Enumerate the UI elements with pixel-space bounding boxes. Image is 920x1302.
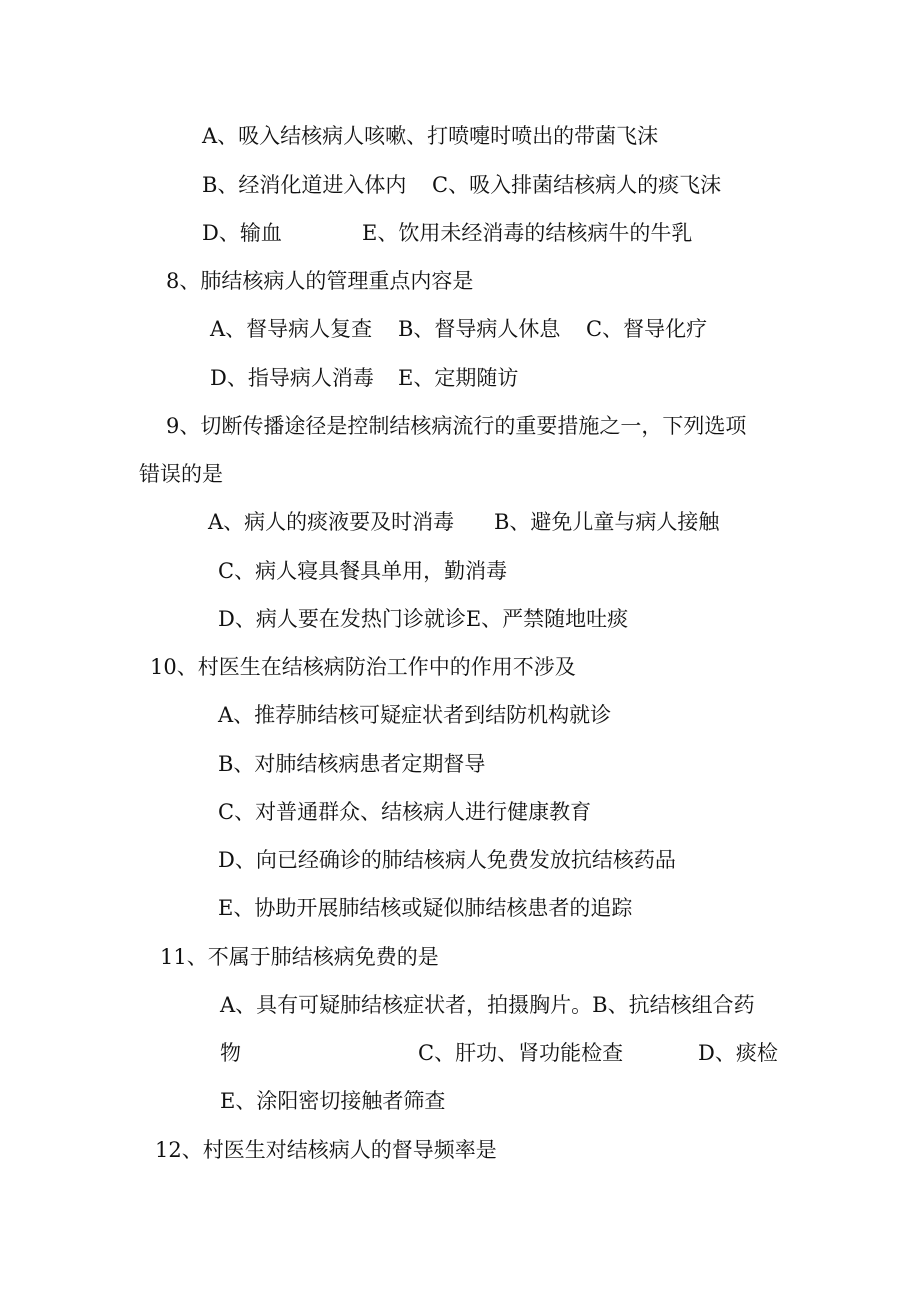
q7-option-c: C、吸入排菌结核病人的痰飞沫 bbox=[432, 173, 722, 197]
q10-option-e: E、协助开展肺结核或疑似肺结核患者的追踪 bbox=[218, 896, 633, 920]
q7-option-b: B、经消化道进入体内 bbox=[202, 173, 407, 197]
q7-option-e: E、饮用未经消毒的结核病牛的牛乳 bbox=[362, 221, 693, 245]
q11-option-c: C、肝功、肾功能检查 bbox=[418, 1041, 624, 1065]
q10-option-d: D、向已经确诊的肺结核病人免费发放抗结核药品 bbox=[218, 848, 676, 872]
q11-option-b-cont: 物 bbox=[220, 1041, 241, 1065]
q12-question: 12、村医生对结核病人的督导频率是 bbox=[155, 1138, 497, 1162]
q10-option-b: B、对肺结核病患者定期督导 bbox=[218, 752, 486, 776]
q9-option-a: A、病人的痰液要及时消毒 bbox=[208, 510, 455, 534]
q9-question: 9、切断传播途径是控制结核病流行的重要措施之一，下列选项 bbox=[166, 414, 747, 438]
q9-options-d-e: D、病人要在发热门诊就诊E、严禁随地吐痰 bbox=[218, 607, 629, 631]
q8-option-d: D、指导病人消毒 bbox=[210, 366, 374, 390]
q10-option-a: A、推荐肺结核可疑症状者到结防机构就诊 bbox=[218, 703, 612, 727]
q10-option-c: C、对普通群众、结核病人进行健康教育 bbox=[218, 800, 592, 824]
q11-option-d: D、痰检 bbox=[698, 1041, 778, 1065]
q11-options-a-b: A、具有可疑肺结核症状者，拍摄胸片。B、抗结核组合药 bbox=[220, 993, 755, 1017]
q8-option-b: B、督导病人休息 bbox=[398, 317, 561, 341]
q11-question: 11、不属于肺结核病免费的是 bbox=[160, 945, 439, 969]
q9-question-cont: 错误的是 bbox=[139, 462, 223, 486]
q9-option-b: B、避免儿童与病人接触 bbox=[494, 510, 720, 534]
q10-question: 10、村医生在结核病防治工作中的作用不涉及 bbox=[150, 655, 576, 679]
q8-option-c: C、督导化疗 bbox=[586, 317, 708, 341]
q11-option-e: E、涂阳密切接触者筛查 bbox=[220, 1089, 446, 1113]
q7-option-d: D、输血 bbox=[202, 221, 282, 245]
q8-question: 8、肺结核病人的管理重点内容是 bbox=[166, 269, 474, 293]
q9-option-c: C、病人寝具餐具单用，勤消毒 bbox=[218, 559, 508, 583]
q8-option-a: A、督导病人复查 bbox=[210, 317, 373, 341]
q8-option-e: E、定期随访 bbox=[398, 366, 519, 390]
q7-option-a: A、吸入结核病人咳嗽、打喷嚏时喷出的带菌飞沫 bbox=[202, 124, 659, 148]
